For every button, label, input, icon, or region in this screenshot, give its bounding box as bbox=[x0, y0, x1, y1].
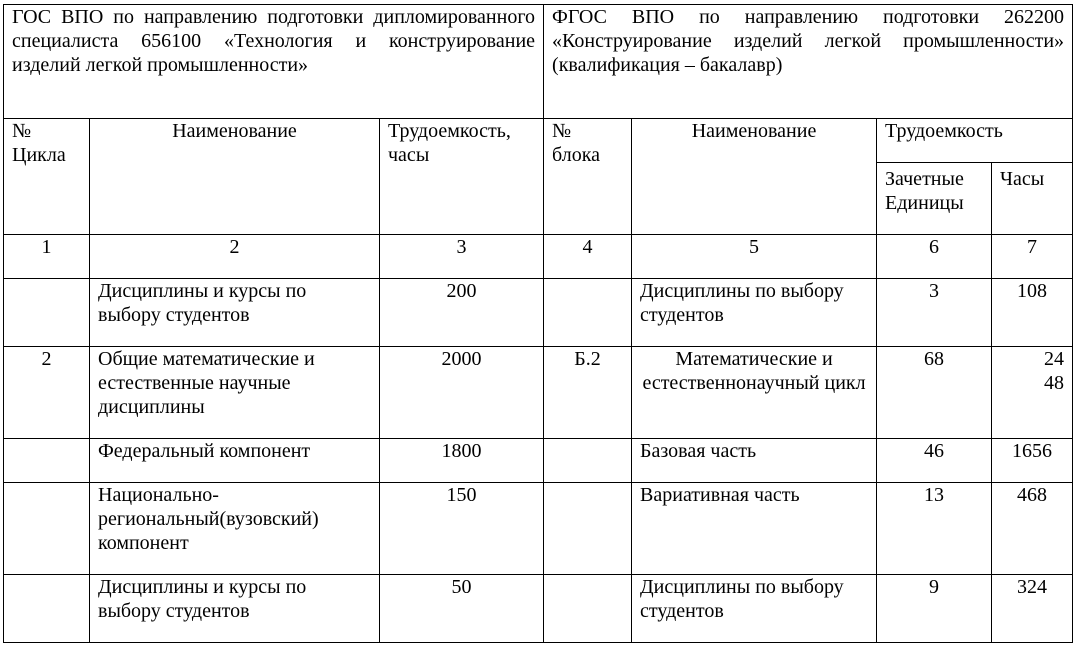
block-cell bbox=[544, 439, 632, 483]
table-row bbox=[4, 483, 1073, 575]
cycle-number-heading: № Цикла bbox=[4, 119, 90, 235]
name-left-cell: Федеральный компонент bbox=[90, 439, 380, 483]
column-number: 7 bbox=[992, 235, 1073, 279]
hours-left-cell: 200 bbox=[380, 279, 544, 347]
credits-cell: 3 bbox=[877, 279, 992, 347]
credits-cell: 9 bbox=[877, 575, 992, 643]
labor-right-heading: Трудоемкость bbox=[877, 119, 1073, 163]
column-number: 4 bbox=[544, 235, 632, 279]
credits-cell: 68 bbox=[877, 347, 992, 439]
table-row bbox=[4, 575, 1073, 643]
name-right-cell: Дисциплины по выбору студентов bbox=[632, 279, 877, 347]
hours-right-cell: 108 bbox=[992, 279, 1073, 347]
name-left-cell: Национально-региональный(вузовский) компонент bbox=[90, 483, 380, 575]
hours-right-cell: 24 48 bbox=[992, 347, 1073, 439]
cycle-cell: 2 bbox=[4, 347, 90, 439]
table-row bbox=[4, 279, 1073, 347]
column-number: 6 bbox=[877, 235, 992, 279]
column-number: 2 bbox=[90, 235, 380, 279]
cycle-cell bbox=[4, 483, 90, 575]
fgos-standard-header: ФГОС ВПО по направлению подготовки 262200 «Конструирование изделий легкой промышленности» (квалификация – бакалавр) bbox=[544, 5, 1073, 119]
name-left-heading: Наименование bbox=[90, 119, 380, 235]
hours-right-cell: 468 bbox=[992, 483, 1073, 575]
name-left-cell: Дисциплины и курсы по выбору студентов bbox=[90, 279, 380, 347]
column-headings-row bbox=[4, 119, 1073, 163]
standards-header-row bbox=[4, 5, 1073, 119]
table-row bbox=[4, 439, 1073, 483]
hours-right-cell: 324 bbox=[992, 575, 1073, 643]
hours-heading: Часы bbox=[992, 163, 1073, 235]
column-number: 3 bbox=[380, 235, 544, 279]
hours-left-cell: 2000 bbox=[380, 347, 544, 439]
block-number-heading: № блока bbox=[544, 119, 632, 235]
labor-left-heading: Трудоемкость, часы bbox=[380, 119, 544, 235]
block-cell bbox=[544, 279, 632, 347]
gos-standard-header: ГОС ВПО по направлению подготовки дипломированного специалиста 656100 «Технология и конструирование изделий легкой промышленности» bbox=[4, 5, 544, 119]
hours-right-cell: 1656 bbox=[992, 439, 1073, 483]
credits-cell: 46 bbox=[877, 439, 992, 483]
name-right-cell: Дисциплины по выбору студентов bbox=[632, 575, 877, 643]
column-number: 5 bbox=[632, 235, 877, 279]
table-row bbox=[4, 347, 1073, 439]
name-right-cell: Базовая часть bbox=[632, 439, 877, 483]
comparison-table bbox=[3, 4, 1073, 643]
column-number: 1 bbox=[4, 235, 90, 279]
name-right-cell: Математические и естественнонаучный цикл bbox=[632, 347, 877, 439]
credit-units-heading: Зачетные Единицы bbox=[877, 163, 992, 235]
cycle-cell bbox=[4, 279, 90, 347]
hours-left-cell: 50 bbox=[380, 575, 544, 643]
name-right-cell: Вариативная часть bbox=[632, 483, 877, 575]
block-cell: Б.2 bbox=[544, 347, 632, 439]
hours-left-cell: 1800 bbox=[380, 439, 544, 483]
column-numbers-row bbox=[4, 235, 1073, 279]
cycle-cell bbox=[4, 575, 90, 643]
cycle-cell bbox=[4, 439, 90, 483]
hours-left-cell: 150 bbox=[380, 483, 544, 575]
block-cell bbox=[544, 575, 632, 643]
name-left-cell: Дисциплины и курсы по выбору студентов bbox=[90, 575, 380, 643]
name-left-cell: Общие математические и естественные научные дисциплины bbox=[90, 347, 380, 439]
credits-cell: 13 bbox=[877, 483, 992, 575]
block-cell bbox=[544, 483, 632, 575]
name-right-heading: Наименование bbox=[632, 119, 877, 235]
